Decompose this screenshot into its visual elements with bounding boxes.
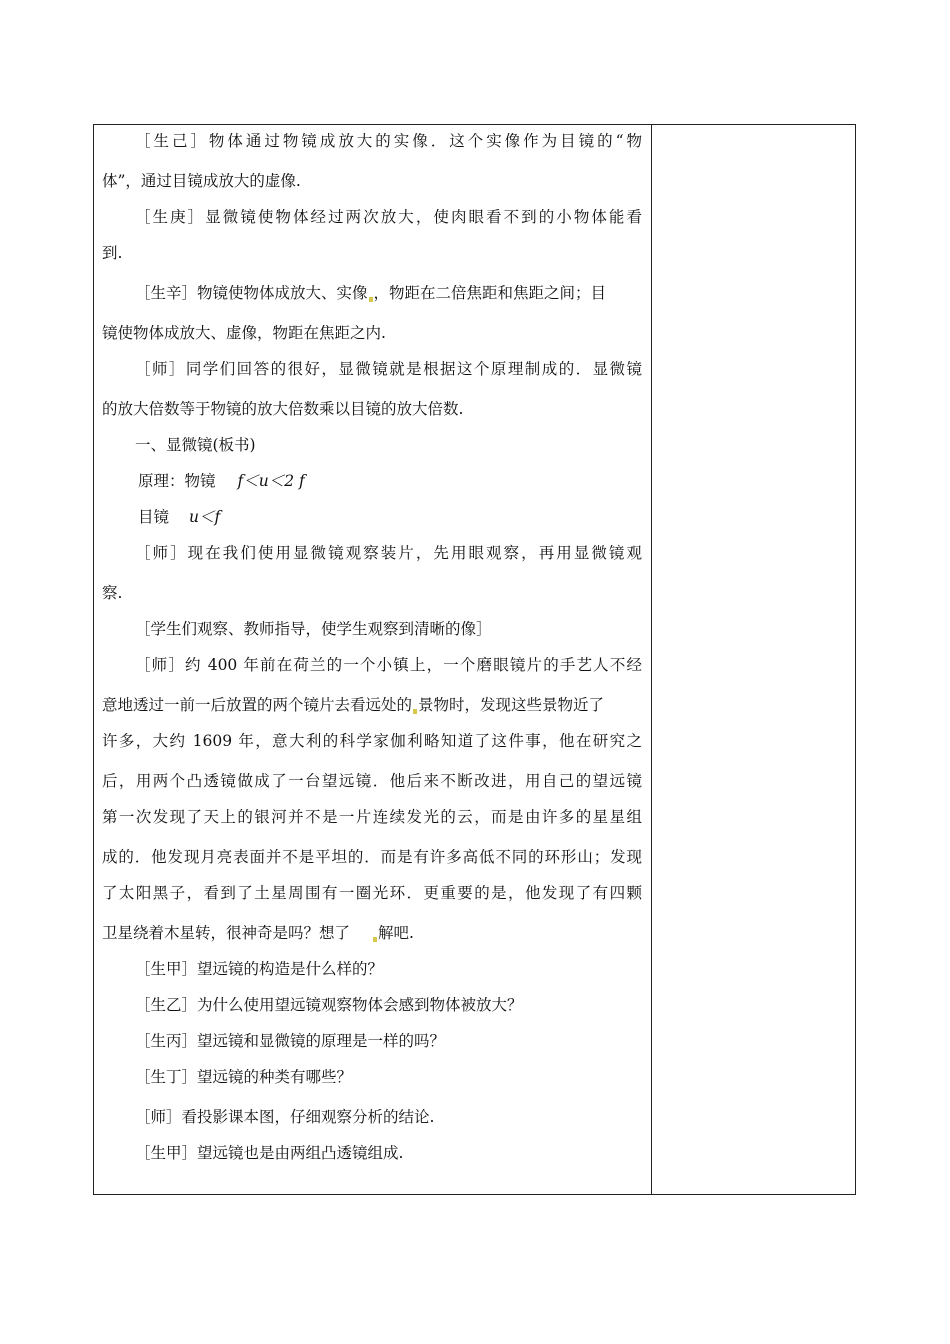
text-line: ［生甲］望远镜的构造是什么样的？ [135,960,384,978]
text-line: ［生乙］为什么使用望远镜观察物体会感到物体被放大？ [135,996,523,1014]
text-line: ［生庚］显微镜使物体经过两次放大，使肉眼看不到的小物体能看 [135,208,642,226]
text-line: 后，用两个凸透镜做成了一台望远镜．他后来不断改进，用自己的望远镜 [102,772,642,790]
text-line: ［师］同学们回答的很好，显微镜就是根据这个原理制成的．显微镜 [135,360,642,378]
notes-cell [652,125,856,1194]
text-line: 了太阳黑子，看到了土星周围有一圈光环．更重要的是，他发现了有四颗 [102,884,642,902]
formula-eyepiece: u＜f [189,508,221,526]
margin-mark [373,937,377,942]
text-segment: 意地透过一前一后放置的两个镜片去看远处的 [102,696,413,714]
text-line: 第一次发现了天上的银河并不是一片连续发光的云，而是由许多的星星组 [102,808,642,826]
text-segment: ，物距在二倍焦距和焦距之间；目 [373,284,607,302]
text-segment: 解吧. [378,924,414,942]
text-line [102,923,414,943]
margin-mark [369,297,373,302]
text-line: 察. [102,584,123,602]
text-line [102,283,642,303]
text-segment: ［生辛］物镜使物体成放大、实像 [135,284,368,302]
text-segment: 卫星绕着木星转，很神奇是吗？想了 [102,924,351,942]
text-line: 许多，大约 1609 年，意大利的科学家伽利略知道了这件事，他在研究之 [102,732,642,750]
text-line: ［生己］物体通过物镜成放大的实像．这个实像作为目镜的“物 [135,132,642,150]
text-line: ［师］现在我们使用显微镜观察装片，先用眼观察，再用显微镜观 [135,544,642,562]
lesson-table [93,124,856,1195]
text-line: 到. [102,244,123,262]
text-segment: 景物时，发现这些景物近了 [418,696,605,714]
text-line: ［师］约 400 年前在荷兰的一个小镇上，一个磨眼镜片的手艺人不经 [135,656,642,674]
text-line: ［生丙］望远镜和显微镜的原理是一样的吗？ [135,1032,446,1050]
text-line: 体”，通过目镜成放大的虚像. [102,172,301,190]
text-line: 镜使物体成放大、虚像，物距在焦距之内. [102,324,386,342]
eyepiece-label: 目镜 [138,508,170,526]
heading-line: 一、显微镜(板书) [135,436,256,454]
text-line [138,507,220,527]
text-line: 成的．他发现月亮表面并不是平坦的．而是有许多高低不同的环形山；发现 [102,848,642,866]
margin-mark [413,709,417,714]
principle-label: 原理：物镜 [138,472,216,490]
text-line [138,471,305,491]
text-line: ［学生们观察、教师指导，使学生观察到清晰的像］ [135,620,492,638]
text-line: ［生甲］望远镜也是由两组凸透镜组成. [135,1144,404,1162]
text-line: ［生丁］望远镜的种类有哪些？ [135,1068,353,1086]
formula-objective: f＜u＜2 f [237,472,305,490]
text-line [102,695,642,715]
text-line: 的放大倍数等于物镜的放大倍数乘以目镜的放大倍数. [102,400,464,418]
text-line: ［师］看投影课本图，仔细观察分析的结论. [135,1108,435,1126]
